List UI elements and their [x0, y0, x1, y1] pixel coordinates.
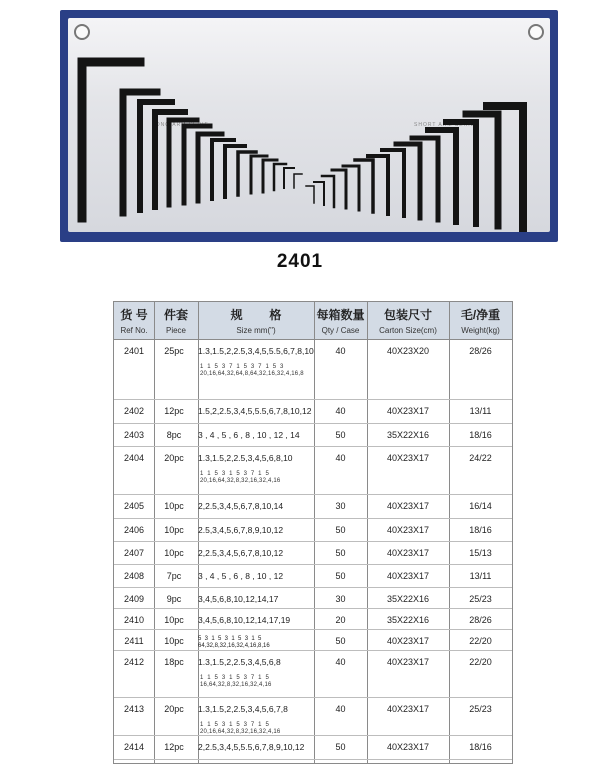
size-cell: 3,4,5,6,8,10,12,14,17,19 — [198, 615, 291, 625]
piece-cell: 12pc — [164, 742, 184, 752]
carton-size-cell: 40X23X17 — [386, 501, 430, 511]
carton-size-cell: 40X23X17 — [386, 704, 430, 714]
size-cell: 2,2.5,3,4,5,6,7,8,10,12 — [198, 548, 284, 558]
piece-cell: 10pc — [164, 636, 184, 646]
weight-cell: 16/14 — [469, 501, 492, 511]
ref-cell: 2414 — [123, 742, 145, 752]
ref-cell: 2411 — [124, 636, 144, 646]
hex-key — [446, 122, 476, 224]
inch-size-fractions: 1 1 5 3 1 5 3 7 1 5 20,16,64,32,8,32,16,32,4,16 — [200, 471, 281, 484]
header-ref: 货 号 Ref No. — [120, 308, 148, 335]
piece-cell: 10pc — [164, 615, 184, 625]
size-cell: 1.5,2,2.5,3,4,5,5.5,6,7,8,10,12 — [198, 406, 312, 416]
hex-key — [466, 114, 498, 226]
qty-cell: 50 — [335, 525, 346, 535]
piece-cell: 20pc — [164, 704, 184, 714]
weight-cell: 18/16 — [469, 525, 492, 535]
header-qty: 每箱数量 Qty / Case — [316, 308, 365, 335]
qty-cell: 30 — [335, 594, 346, 604]
row-divider — [114, 759, 512, 760]
carton-size-cell: 40X23X17 — [386, 742, 430, 752]
ref-cell: 2402 — [123, 406, 145, 416]
hex-key — [251, 156, 267, 193]
piece-cell: 10pc — [164, 501, 184, 511]
size-cell: 3,4,5,6,8,10,12,14,17 — [198, 594, 279, 604]
hex-key — [82, 62, 140, 218]
ref-cell: 2401 — [123, 346, 145, 356]
table-row — [114, 447, 512, 495]
hex-key — [487, 106, 523, 228]
table-row — [114, 651, 512, 698]
qty-cell: 40 — [335, 406, 346, 416]
weight-cell: 22/20 — [469, 636, 492, 646]
hex-key — [412, 138, 438, 220]
qty-cell: 50 — [335, 571, 346, 581]
piece-cell: 18pc — [164, 657, 184, 667]
ref-cell: 2413 — [123, 704, 145, 714]
table-row — [114, 609, 512, 630]
ref-cell: 2404 — [123, 453, 145, 463]
table-row — [114, 519, 512, 542]
product-photo — [60, 10, 558, 242]
table-row — [114, 588, 512, 609]
qty-cell: 40 — [335, 346, 346, 356]
carton-size-cell: 40X23X17 — [386, 406, 430, 416]
pouch-right-label: SHORT ARM SERIE — [414, 122, 475, 128]
table-row — [114, 495, 512, 519]
hex-key — [314, 182, 324, 205]
table-row — [114, 400, 512, 424]
qty-cell: 40 — [335, 453, 346, 463]
qty-cell: 50 — [335, 742, 346, 752]
table-row — [114, 736, 512, 760]
ref-cell: 2409 — [123, 594, 145, 604]
weight-cell: 15/13 — [469, 548, 492, 558]
carton-size-cell: 40X23X20 — [386, 346, 430, 356]
size-cell: 1.3,1.5,2,2.5,3,4,5,5.5,6,7,8,10 — [198, 346, 314, 356]
table-row — [114, 340, 512, 400]
carton-size-cell: 35X22X16 — [386, 430, 430, 440]
weight-cell: 25/23 — [469, 594, 492, 604]
ref-cell: 2406 — [123, 525, 145, 535]
ref-cell: 2412 — [123, 657, 145, 667]
qty-cell: 40 — [335, 657, 346, 667]
weight-cell: 28/26 — [469, 346, 492, 356]
spec-table — [113, 301, 513, 764]
carton-size-cell: 40X23X17 — [386, 657, 430, 667]
qty-cell: 30 — [335, 501, 346, 511]
weight-cell: 28/26 — [469, 615, 492, 625]
carton-size-cell: 40X23X17 — [386, 636, 430, 646]
size-cell: 1.3,1.5,2,2.5,3,4,5,6,7,8 — [198, 704, 288, 714]
model-title: 2401 — [276, 251, 324, 272]
header-carton: 包装尺寸 Carton Size(cm) — [379, 308, 437, 335]
carton-size-cell: 40X23X17 — [386, 571, 430, 581]
hex-key — [396, 144, 420, 218]
hex-key — [284, 168, 294, 188]
hex-key — [382, 150, 404, 216]
carton-size-cell: 40X23X17 — [386, 525, 430, 535]
ref-cell: 2407 — [123, 548, 145, 558]
qty-cell: 40 — [335, 704, 346, 714]
qty-cell: 50 — [335, 548, 346, 558]
inch-size-fractions: 1 1 5 3 1 5 3 7 1 5 20,16,64,32,8,32,16,32,4,16 — [200, 722, 281, 735]
table-row — [114, 542, 512, 565]
table-header — [114, 302, 512, 340]
weight-cell: 18/16 — [469, 430, 492, 440]
qty-cell: 20 — [335, 615, 346, 625]
inch-size-fractions: 1 1 5 3 1 5 3 7 1 5 16,64,32,8,32,16,32,4,16 — [200, 675, 272, 688]
hex-key — [428, 130, 456, 222]
carton-size-cell: 35X22X16 — [386, 594, 430, 604]
weight-cell: 22/20 — [469, 657, 492, 667]
size-cell: 3 , 4 , 5 , 6 , 8 , 10 , 12 — [198, 571, 284, 581]
piece-cell: 12pc — [164, 406, 184, 416]
size-cell: 2,2.5,3,4,5,6,7,8,10,14 — [198, 501, 284, 511]
size-cell: 2,2.5,3,4,5,5.5,6,7,8,9,10,12 — [198, 742, 305, 752]
hex-key — [368, 156, 388, 214]
header-size: 规 格 Size mm(") — [230, 308, 282, 335]
hex-keys-illustration — [68, 18, 550, 232]
header-weight: 毛/净重 Weight(kg) — [460, 308, 501, 335]
hex-key — [238, 152, 256, 195]
pouch-left-label: LONG ARM SERIE — [152, 122, 209, 128]
tool-pouch — [68, 18, 550, 232]
size-cell: 1.3,1.5,2,2.5,3,4,5,6,8,10 — [198, 453, 293, 463]
table-row — [114, 424, 512, 447]
size-cell: 2.5,3,4,5,6,7,8,9,10,12 — [198, 525, 284, 535]
ref-cell: 2403 — [123, 430, 145, 440]
piece-cell: 25pc — [164, 346, 184, 356]
carton-size-cell: 40X23X17 — [386, 548, 430, 558]
ref-cell: 2405 — [123, 501, 145, 511]
size-cell: 5 3 1 5 3 1 5 3 1 5 64,32,8,32,16,32,4,16,8,16 — [198, 636, 270, 649]
piece-cell: 8pc — [166, 430, 182, 440]
table-row — [114, 630, 512, 651]
qty-cell: 50 — [335, 636, 346, 646]
weight-cell: 18/16 — [469, 742, 492, 752]
piece-cell: 9pc — [166, 594, 182, 604]
size-cell: 1.3,1.5,2,2.5,3,4,5,6,8 — [198, 657, 281, 667]
inch-size-fractions: 1 1 5 3 7 1 5 3 7 1 5 3 20,16,64,32,64,8,64,32,16,32,4,16,8 — [200, 364, 304, 377]
weight-cell: 24/22 — [469, 453, 492, 463]
size-cell: 3 , 4 , 5 , 6 , 8 , 10 , 12 , 14 — [198, 430, 300, 440]
weight-cell: 13/11 — [469, 406, 492, 416]
table-row — [114, 565, 512, 588]
hex-key — [294, 174, 302, 188]
hex-key — [306, 186, 314, 203]
header-piece: 件套 Piece — [163, 308, 188, 335]
piece-cell: 20pc — [164, 453, 184, 463]
weight-cell: 13/11 — [469, 571, 492, 581]
weight-cell: 25/23 — [469, 704, 492, 714]
ref-cell: 2408 — [123, 571, 145, 581]
table-row — [114, 698, 512, 736]
piece-cell: 10pc — [164, 525, 184, 535]
carton-size-cell: 40X23X17 — [386, 453, 430, 463]
carton-size-cell: 35X22X16 — [386, 615, 430, 625]
qty-cell: 50 — [335, 430, 346, 440]
piece-cell: 10pc — [164, 548, 184, 558]
piece-cell: 7pc — [166, 571, 182, 581]
ref-cell: 2410 — [123, 615, 145, 625]
